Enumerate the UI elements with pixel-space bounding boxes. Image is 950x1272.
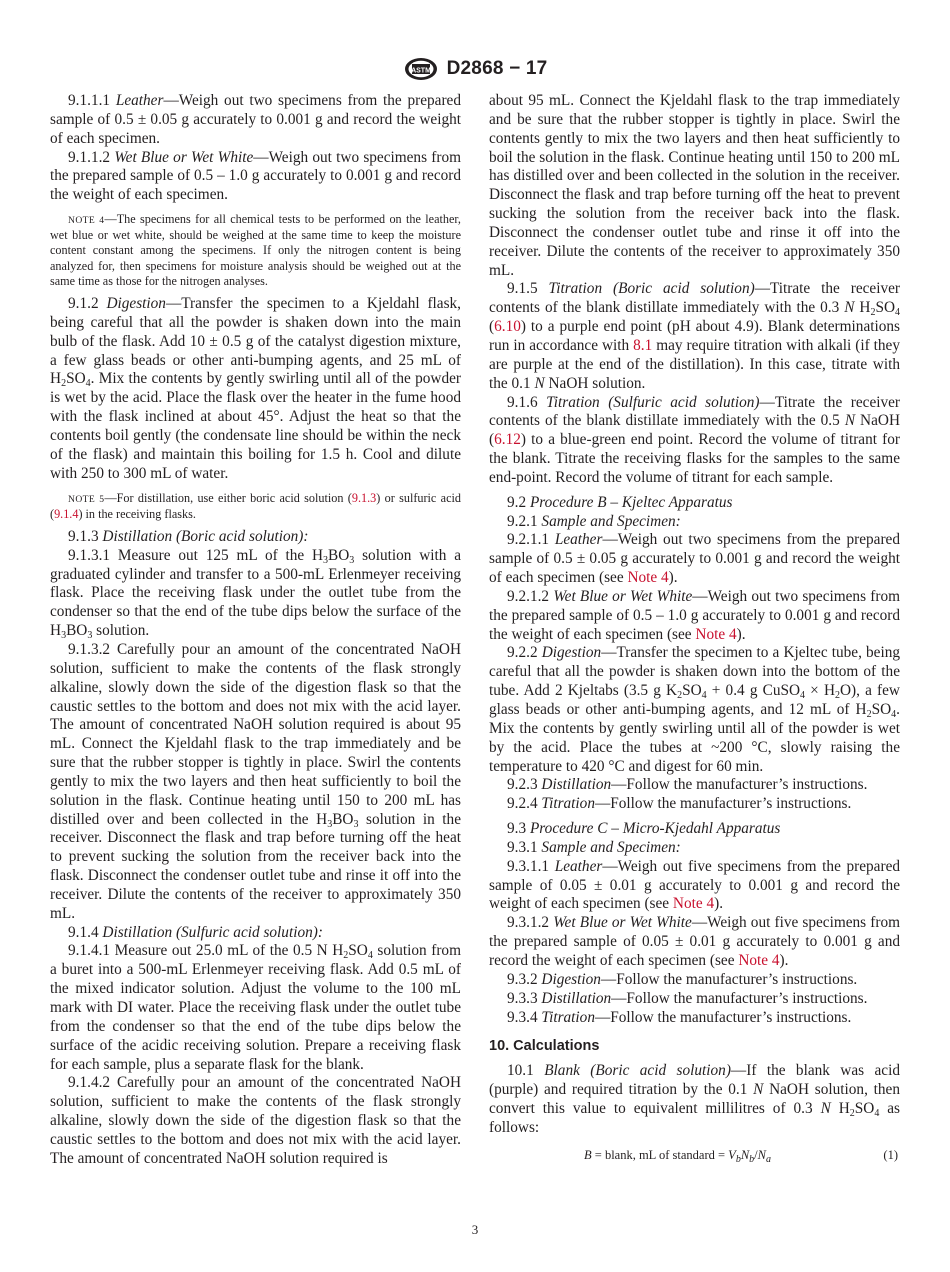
link-9-1-4[interactable]: 9.1.4 xyxy=(54,506,79,521)
para-9-2-2: 9.2.2 Digestion—Transfer the specimen to a Kjeltec tube, being careful that all the powder is shaken down into the bottom of the tube. Add 2 Kjeltabs (3.5 g $K_2SO_4 + 0.4$ g CuSO$_4$ × $H_2O$), a few glass beads or other anti-bumping agents, and 12 mL of $H_2SO_4$. Mix the contents by gently swirling until all of the powder is wet by the acid. Place the tubes at ~200 °C, slowly raising the temperature to 420 °C and digest for 60 min. xyxy=(489,644,900,775)
equation-number: (1) xyxy=(883,1147,898,1162)
section-10-heading: 10. Calculations xyxy=(489,1038,600,1055)
equation-body: B = blank, mL of standard = $V_bN_b/N_a$ xyxy=(584,1147,771,1165)
para-9-1-4-2: 9.1.4.2 Carefully pour an amount of the concentrated NaOH solution, sufficient to make the contents of the flask strongly alkaline, slowly down the side of the digestion flask so that the caustic settles to the bottom and does not mix with the acid layer. The amount of concentrated NaOH solution required is xyxy=(50,1074,461,1167)
para-9-3-3: 9.3.3 Distillation—Follow the manufacturer’s instructions. xyxy=(507,989,868,1007)
para-9-2-4: 9.2.4 Titration—Follow the manufacturer’s instructions. xyxy=(507,795,852,813)
note-4: NOTE 4—The specimens for all chemical tests to be performed on the leather, wet blue or wet white, should be weighed at the same time to keep the moisture content constant among the specimens. If only the nitrogen content is being analyzed for, then specimens for moisture analysis should be weighed out at the same time as those for the nitrogen analyses. xyxy=(50,212,461,288)
para-9-2-1-1: 9.2.1.1 Leather—Weigh out two specimens from the prepared sample of 0.5 ± 0.05 g accurately to 0.001 g and record the weight of each specimen (see Note 4). xyxy=(489,531,900,587)
para-9-3-1-2: 9.3.1.2 Wet Blue or Wet White—Weigh out five specimens from the prepared sample of 0.05 ± 0.01 g accurately to 0.001 g and record the weight of each specimen (see Note 4). xyxy=(489,914,900,969)
page-header xyxy=(0,54,950,84)
heading-9-3: 9.3 Procedure C – Micro-Kjedahl Apparatus xyxy=(507,820,781,838)
right-column xyxy=(489,92,900,1164)
para-9-1-5: 9.1.5 Titration (Boric acid solution)—Titrate the receiver contents of the blank distillate immediately with the 0.3 N $H_2SO_4$ (6.10) to a purple end point (pH about 4.9). Blank determinations run in accordance with 8.1 may require titration with alkali (if they are purple at the end of the distillation). In this case, titrate with the 0.1 N NaOH solution. xyxy=(489,280,901,392)
link-note-4[interactable]: Note 4 xyxy=(672,895,715,913)
para-9-3-4: 9.3.4 Titration—Follow the manufacturer’s instructions. xyxy=(507,1008,852,1026)
astm-logo-icon xyxy=(403,56,439,82)
link-8-1[interactable]: 8.1 xyxy=(633,336,653,354)
heading-9-2: 9.2 Procedure B – Kjeltec Apparatus xyxy=(507,493,733,511)
para-9-1-3-2: 9.1.3.2 Carefully pour an amount of the concentrated NaOH solution, sufficient to make the contents of the flask strongly alkaline, slowly down the side of the digestion flask so that the caustic settles to the bottom and does not mix with the acid layer. The amount of concentrated NaOH solution required is about 95 mL. Connect the Kjeldahl flask to the trap immediately and be sure that the rubber stopper is tightly in place. Swirl the contents gently to mix the two layers and then heat sufficiently to boil the solution in the flask. Continue heating until 150 to 200 mL has distilled over and been collected in the $H_3BO_3$ solution in the receiver. Disconnect the flask and trap before turning off the heat to prevent sucking the solution from the receiver back into the flask. Disconnect the condenser outlet tube and rinse it off into the receiver. Dilute the contents of the receiver to approximately 350 mL. xyxy=(50,640,461,922)
heading-9-2-1: 9.2.1 Sample and Specimen: xyxy=(507,512,681,530)
para-9-3-1-1: 9.3.1.1 Leather—Weigh out five specimens from the prepared sample of 0.05 ± 0.01 g accurately to 0.001 g and record the weight of each specimen (see Note 4). xyxy=(489,857,901,913)
link-note-4[interactable]: Note 4 xyxy=(627,569,669,587)
svg-text:ASTM: ASTM xyxy=(410,67,431,75)
para-9-1-2: 9.1.2 Digestion—Transfer the specimen to a Kjeldahl flask, being careful that all the powder is shaken down into the main bulb of the flask. Add 10 ± 0.5 g of the catalyst digestion mixture, a few glass beads or other anti-bumping agents, and 25 mL of $H_2SO_4$. Mix the contents by gently swirling until all of the powder is wet by the acid. Place the flask over the heater in the fume hood with the flask inclined at about 45°. Adjust the heat so that the contents boil gently (the condensate line should be within the neck of the flask) and maintain this boiling for 1.5 h. Cool and dilute with 250 to 300 mL of water. xyxy=(50,295,461,482)
heading-9-1-4: 9.1.4 Distillation (Sulfuric acid solution): xyxy=(68,923,323,941)
para-9-1-3-1: 9.1.3.1 Measure out 125 mL of the $H_3BO_3$ solution with a graduated cylinder and transfer to a 500-mL Erlenmeyer receiving flask. Place the receiving flask under the outlet tube from the condenser so that the end of the tube dips below the surface of the $H_3BO_3$ solution. xyxy=(50,546,461,642)
para-9-2-3: 9.2.3 Distillation—Follow the manufacturer’s instructions. xyxy=(507,776,868,794)
designation: D2868 − 17 xyxy=(446,58,548,79)
note-5: NOTE 5—For distillation, use either boric acid solution (9.1.3) or sulfuric acid (9.1.4) in the receiving flasks. xyxy=(50,490,461,521)
para-9-2-1-2: 9.2.1.2 Wet Blue or Wet White—Weigh out two specimens from the prepared sample of 0.5 – 1.0 g accurately to 0.001 g and record the weight of each specimen (see Note 4). xyxy=(489,587,900,643)
left-column xyxy=(50,92,461,1169)
heading-9-3-1: 9.3.1 Sample and Specimen: xyxy=(507,838,681,856)
link-note-4[interactable]: Note 4 xyxy=(695,625,737,643)
link-9-1-3[interactable]: 9.1.3 xyxy=(351,490,377,505)
para-10-1: 10.1 Blank (Boric acid solution)—If the blank was acid (purple) and required titration by the 0.1 N NaOH solution, then convert this value to equivalent millilitres of 0.3 N $H_2SO_4$ as follows: xyxy=(489,1062,900,1136)
para-9-1-6: 9.1.6 Titration (Sulfuric acid solution)—Titrate the receiver contents of the blank distillate immediately with the 0.5 N NaOH (6.12) to a blue-green end point. Record the volume of titrant for the blank. Titrate the receiving flasks for the samples to the same end-point. Record the volume of titrant for each sample. xyxy=(489,393,901,486)
para-continued: about 95 mL. Connect the Kjeldahl flask to the trap immediately and be sure that the rubber stopper is tightly in place. Swirl the contents gently to mix the two layers and then heat sufficiently to boil the solution in the flask. Continue heating until 150 to 200 mL has distilled over and been collected in the solution in the receiver. Disconnect the flask and trap before turning off the heat to prevent sucking the solution from the receiver back into the flask. Disconnect the condenser outlet tube and rinse it off into the receiver. Dilute the contents of the receiver to approximately 350 mL. xyxy=(489,92,900,279)
para-9-3-2: 9.3.2 Digestion—Follow the manufacturer’s instructions. xyxy=(507,970,858,988)
link-note-4[interactable]: Note 4 xyxy=(738,951,780,969)
heading-9-1-3: 9.1.3 Distillation (Boric acid solution): xyxy=(68,527,309,545)
link-6-12[interactable]: 6.12 xyxy=(494,431,521,449)
equation-1 xyxy=(489,1146,900,1164)
para-9-1-4-1: 9.1.4.1 Measure out 25.0 mL of the 0.5 N $H_2SO_4$ solution from a buret into a 500-mL Erlenmeyer receiving flask. Add 0.5 mL of the mixed indicator solution. Adjust the volume to the 100 mL mark with DI water. Place the receiving flask under the outlet tube from the condenser so that the end of the tube dips below the surface of the acidic receiving solution. Prepare a receiving flask for each sample, plus a separate flask for the blank. xyxy=(50,942,461,1073)
para-9-1-1-2: 9.1.1.2 Wet Blue or Wet White—Weigh out two specimens from the prepared sample of 0.5 – 1.0 g accurately to 0.001 g and record the weight of each specimen. xyxy=(50,148,461,204)
page-number: 3 xyxy=(471,1222,479,1237)
para-9-1-1-1: 9.1.1.1 Leather—Weigh out two specimens from the prepared sample of 0.5 ± 0.05 g accurately to 0.001 g and record the weight of each specimen. xyxy=(50,92,461,147)
link-6-10[interactable]: 6.10 xyxy=(494,318,521,336)
